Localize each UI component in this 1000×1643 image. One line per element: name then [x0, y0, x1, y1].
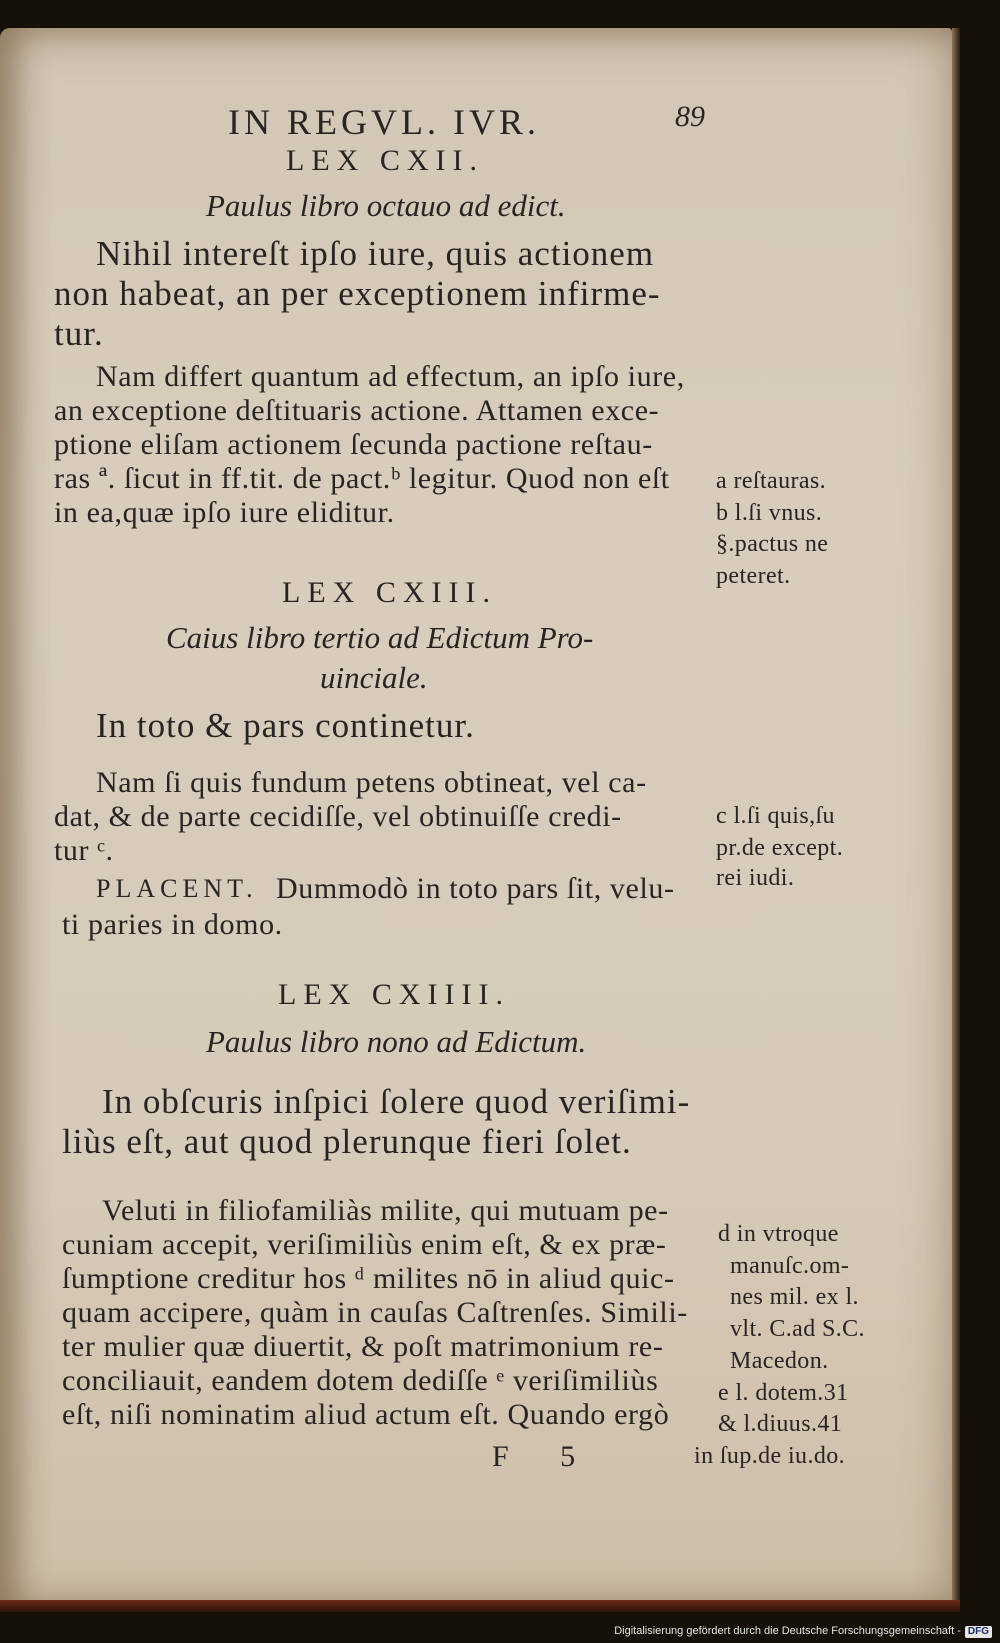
rule-line: tur. — [54, 314, 104, 353]
commentary-line: Veluti in filiofamiliàs milite, qui mutuam pe- — [102, 1194, 669, 1227]
margin-note: vlt. C.ad S.C. — [730, 1316, 865, 1342]
dfg-logo: DFG — [965, 1626, 992, 1638]
commentary-line: ter mulier quæ diuertit, & poſt matrimonium re- — [62, 1330, 664, 1363]
section-heading: LEX CXIIII. — [278, 978, 510, 1011]
margin-note: nes mil. ex l. — [730, 1284, 859, 1310]
commentary-line: ras ª. ſicut in ff.tit. de pact.ᵇ legitur. Quod non eſt — [54, 462, 670, 495]
margin-note: in ſup.de iu.do. — [694, 1443, 846, 1469]
rule-line: In obſcuris inſpici ſolere quod veriſimi- — [102, 1082, 691, 1121]
margin-note: a reſtauras. — [716, 468, 827, 494]
margin-note: §.pactus ne — [716, 531, 829, 557]
commentary-line: ſumptione creditur hos ᵈ milites nō in aliud quic- — [62, 1262, 675, 1295]
digitization-credit — [614, 1626, 992, 1638]
credit-text: Digitalisierung gefördert durch die Deutsche Forschungsgemeinschaft - — [614, 1625, 961, 1637]
margin-note: Macedon. — [730, 1348, 829, 1374]
commentary-line: tur ᶜ. — [54, 834, 114, 867]
rule-line: non habeat, an per exceptionem infirme- — [54, 274, 661, 313]
commentary-line: Nam differt quantum ad effectum, an ipſo iure, — [96, 360, 685, 393]
placent-label: PLACENT. — [96, 874, 258, 903]
margin-note: peteret. — [716, 563, 791, 589]
commentary-line: eſt, niſi nominatim aliud actum eſt. Quando ergò — [62, 1398, 670, 1431]
commentary-line: cuniam accepit, veriſimiliùs enim eſt, & ex præ- — [62, 1228, 667, 1261]
signature-mark: F 5 — [492, 1440, 598, 1473]
rule-line: liùs eſt, aut quod plerunque fieri ſolet. — [62, 1122, 632, 1161]
margin-note: rei iudi. — [716, 865, 795, 891]
margin-note: pr.de except. — [716, 835, 844, 861]
rule-line: Nihil intereſt ipſo iure, quis actionem — [96, 234, 655, 273]
margin-note: b l.ſi vnus. — [716, 500, 823, 526]
commentary-line: quam accipere, quàm in cauſas Caſtrenſes. Simili- — [62, 1296, 688, 1329]
margin-note: & l.diuus.41 — [718, 1411, 843, 1437]
rule-line: In toto & pars continetur. — [96, 706, 475, 745]
book-bottom-edge — [0, 1600, 960, 1612]
placent-line: ti paries in domo. — [62, 908, 283, 941]
commentary-line: an exceptione deſtituaris actione. Attamen exce- — [54, 394, 660, 427]
commentary-line: ptione eliſam actionem ſecunda pactione reſtau- — [54, 428, 653, 461]
commentary-line: conciliauit, eandem dotem dediſſe ᵉ veriſimiliùs — [62, 1364, 659, 1397]
running-title: IN REGVL. IVR. — [228, 102, 540, 142]
margin-note: manuſc.om- — [730, 1253, 850, 1279]
section-heading: LEX CXIII. — [282, 576, 497, 609]
section-source: uinciale. — [320, 660, 428, 695]
placent-line: Dummodò in toto pars ſit, velu- — [276, 872, 675, 905]
margin-note: c l.ſi quis,ſu — [716, 803, 835, 829]
margin-note: d in vtroque — [718, 1221, 839, 1247]
section-heading: LEX CXII. — [286, 144, 484, 177]
section-source: Paulus libro octauo ad edict. — [206, 188, 566, 223]
commentary-line: dat, & de parte cecidiſſe, vel obtinuiſſe credi- — [54, 800, 622, 833]
commentary-line: Nam ſi quis fundum petens obtineat, vel ca- — [96, 766, 647, 799]
page-edge — [952, 28, 960, 1610]
commentary-line: in ea,quæ ipſo iure eliditur. — [54, 496, 395, 529]
margin-note: e l. dotem.31 — [718, 1380, 849, 1406]
section-source: Caius libro tertio ad Edictum Pro- — [166, 620, 594, 655]
section-source: Paulus libro nono ad Edictum. — [206, 1024, 587, 1059]
page-number: 89 — [675, 100, 705, 133]
